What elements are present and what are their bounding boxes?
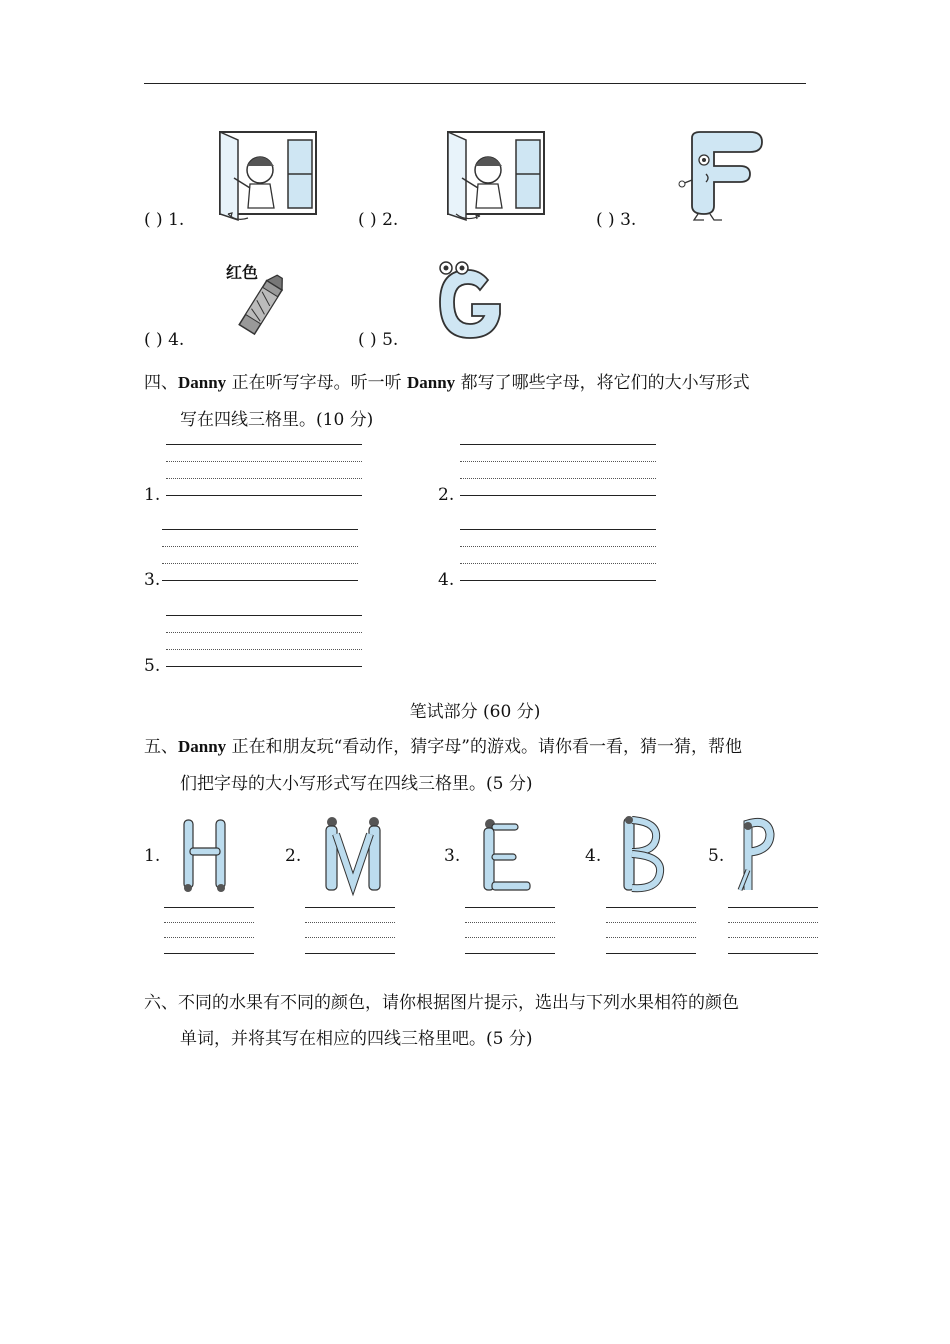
pose-grid-4[interactable] — [606, 907, 696, 955]
section-6-instruction: 六、不同的水果有不同的颜色，请你根据图片提示，选出与下列水果相符的颜色 — [144, 993, 739, 1013]
listening-item-3 — [596, 209, 636, 231]
item-number: 3. — [620, 210, 637, 230]
pose-grid-3[interactable] — [465, 907, 555, 955]
grid-label-2: 2. — [438, 485, 455, 505]
section-5-instruction: 五、Danny 正在和朋友玩“看动作，猜字母”的游戏。请你看一看，猜一猜，帮他 — [144, 737, 742, 757]
pose-grid-5[interactable] — [728, 907, 818, 955]
pose-grid-1[interactable] — [164, 907, 254, 955]
e-pose-picture — [476, 814, 546, 899]
grid-label-4: 4. — [438, 570, 455, 590]
item-number: 1. — [168, 210, 185, 230]
letter-g-character-picture — [432, 258, 512, 353]
item-number: 5. — [382, 330, 399, 350]
listening-item-2 — [358, 209, 398, 231]
answer-bracket[interactable]: ( ) — [144, 210, 163, 230]
b-pose-picture — [612, 814, 672, 899]
crayon-picture — [232, 272, 292, 347]
listening-item-5 — [358, 329, 398, 351]
p-pose-picture — [734, 814, 784, 899]
pose-grid-2[interactable] — [305, 907, 395, 955]
grid-label-3: 3. — [144, 570, 161, 590]
answer-bracket[interactable]: ( ) — [358, 330, 377, 350]
section-4-instruction: 四、Danny 正在听写字母。听一听 Danny 都写了哪些字母，将它们的大小写形式 — [144, 373, 750, 393]
pose-item-label-2: 2. — [285, 846, 302, 866]
answer-bracket[interactable]: ( ) — [596, 210, 615, 230]
item-number: 2. — [382, 210, 399, 230]
listening-item-1 — [144, 209, 184, 231]
pose-item-label-5: 5. — [708, 846, 725, 866]
four-line-grid-4[interactable] — [460, 529, 656, 583]
section-4-instruction-line2: 写在四线三格里。(10 分) — [180, 410, 374, 430]
answer-bracket[interactable]: ( ) — [358, 210, 377, 230]
four-line-grid-3[interactable] — [162, 529, 358, 583]
listening-item-4 — [144, 329, 184, 351]
pose-item-label-1: 1. — [144, 846, 161, 866]
section-6-instruction-line2: 单词，并将其写在相应的四线三格里吧。(5 分) — [180, 1029, 533, 1049]
grid-label-1: 1. — [144, 485, 161, 505]
crayon-label: 红色 — [226, 263, 259, 282]
four-line-grid-2[interactable] — [460, 444, 656, 498]
header-rule — [144, 83, 806, 84]
pose-item-label-3: 3. — [444, 846, 461, 866]
letter-f-character-picture — [676, 128, 766, 228]
h-pose-picture — [176, 814, 236, 899]
window-girl-picture-2 — [446, 130, 546, 230]
grid-label-5: 5. — [144, 656, 161, 676]
m-pose-picture — [318, 814, 388, 899]
written-section-heading: 笔试部分 (60 分) — [409, 702, 541, 722]
four-line-grid-1[interactable] — [166, 444, 362, 498]
four-line-grid-5[interactable] — [166, 615, 362, 669]
pose-item-label-4: 4. — [585, 846, 602, 866]
window-girl-picture-1 — [218, 130, 318, 230]
answer-bracket[interactable]: ( ) — [144, 330, 163, 350]
section-5-instruction-line2: 们把字母的大小写形式写在四线三格里。(5 分) — [180, 774, 533, 794]
item-number: 4. — [168, 330, 185, 350]
